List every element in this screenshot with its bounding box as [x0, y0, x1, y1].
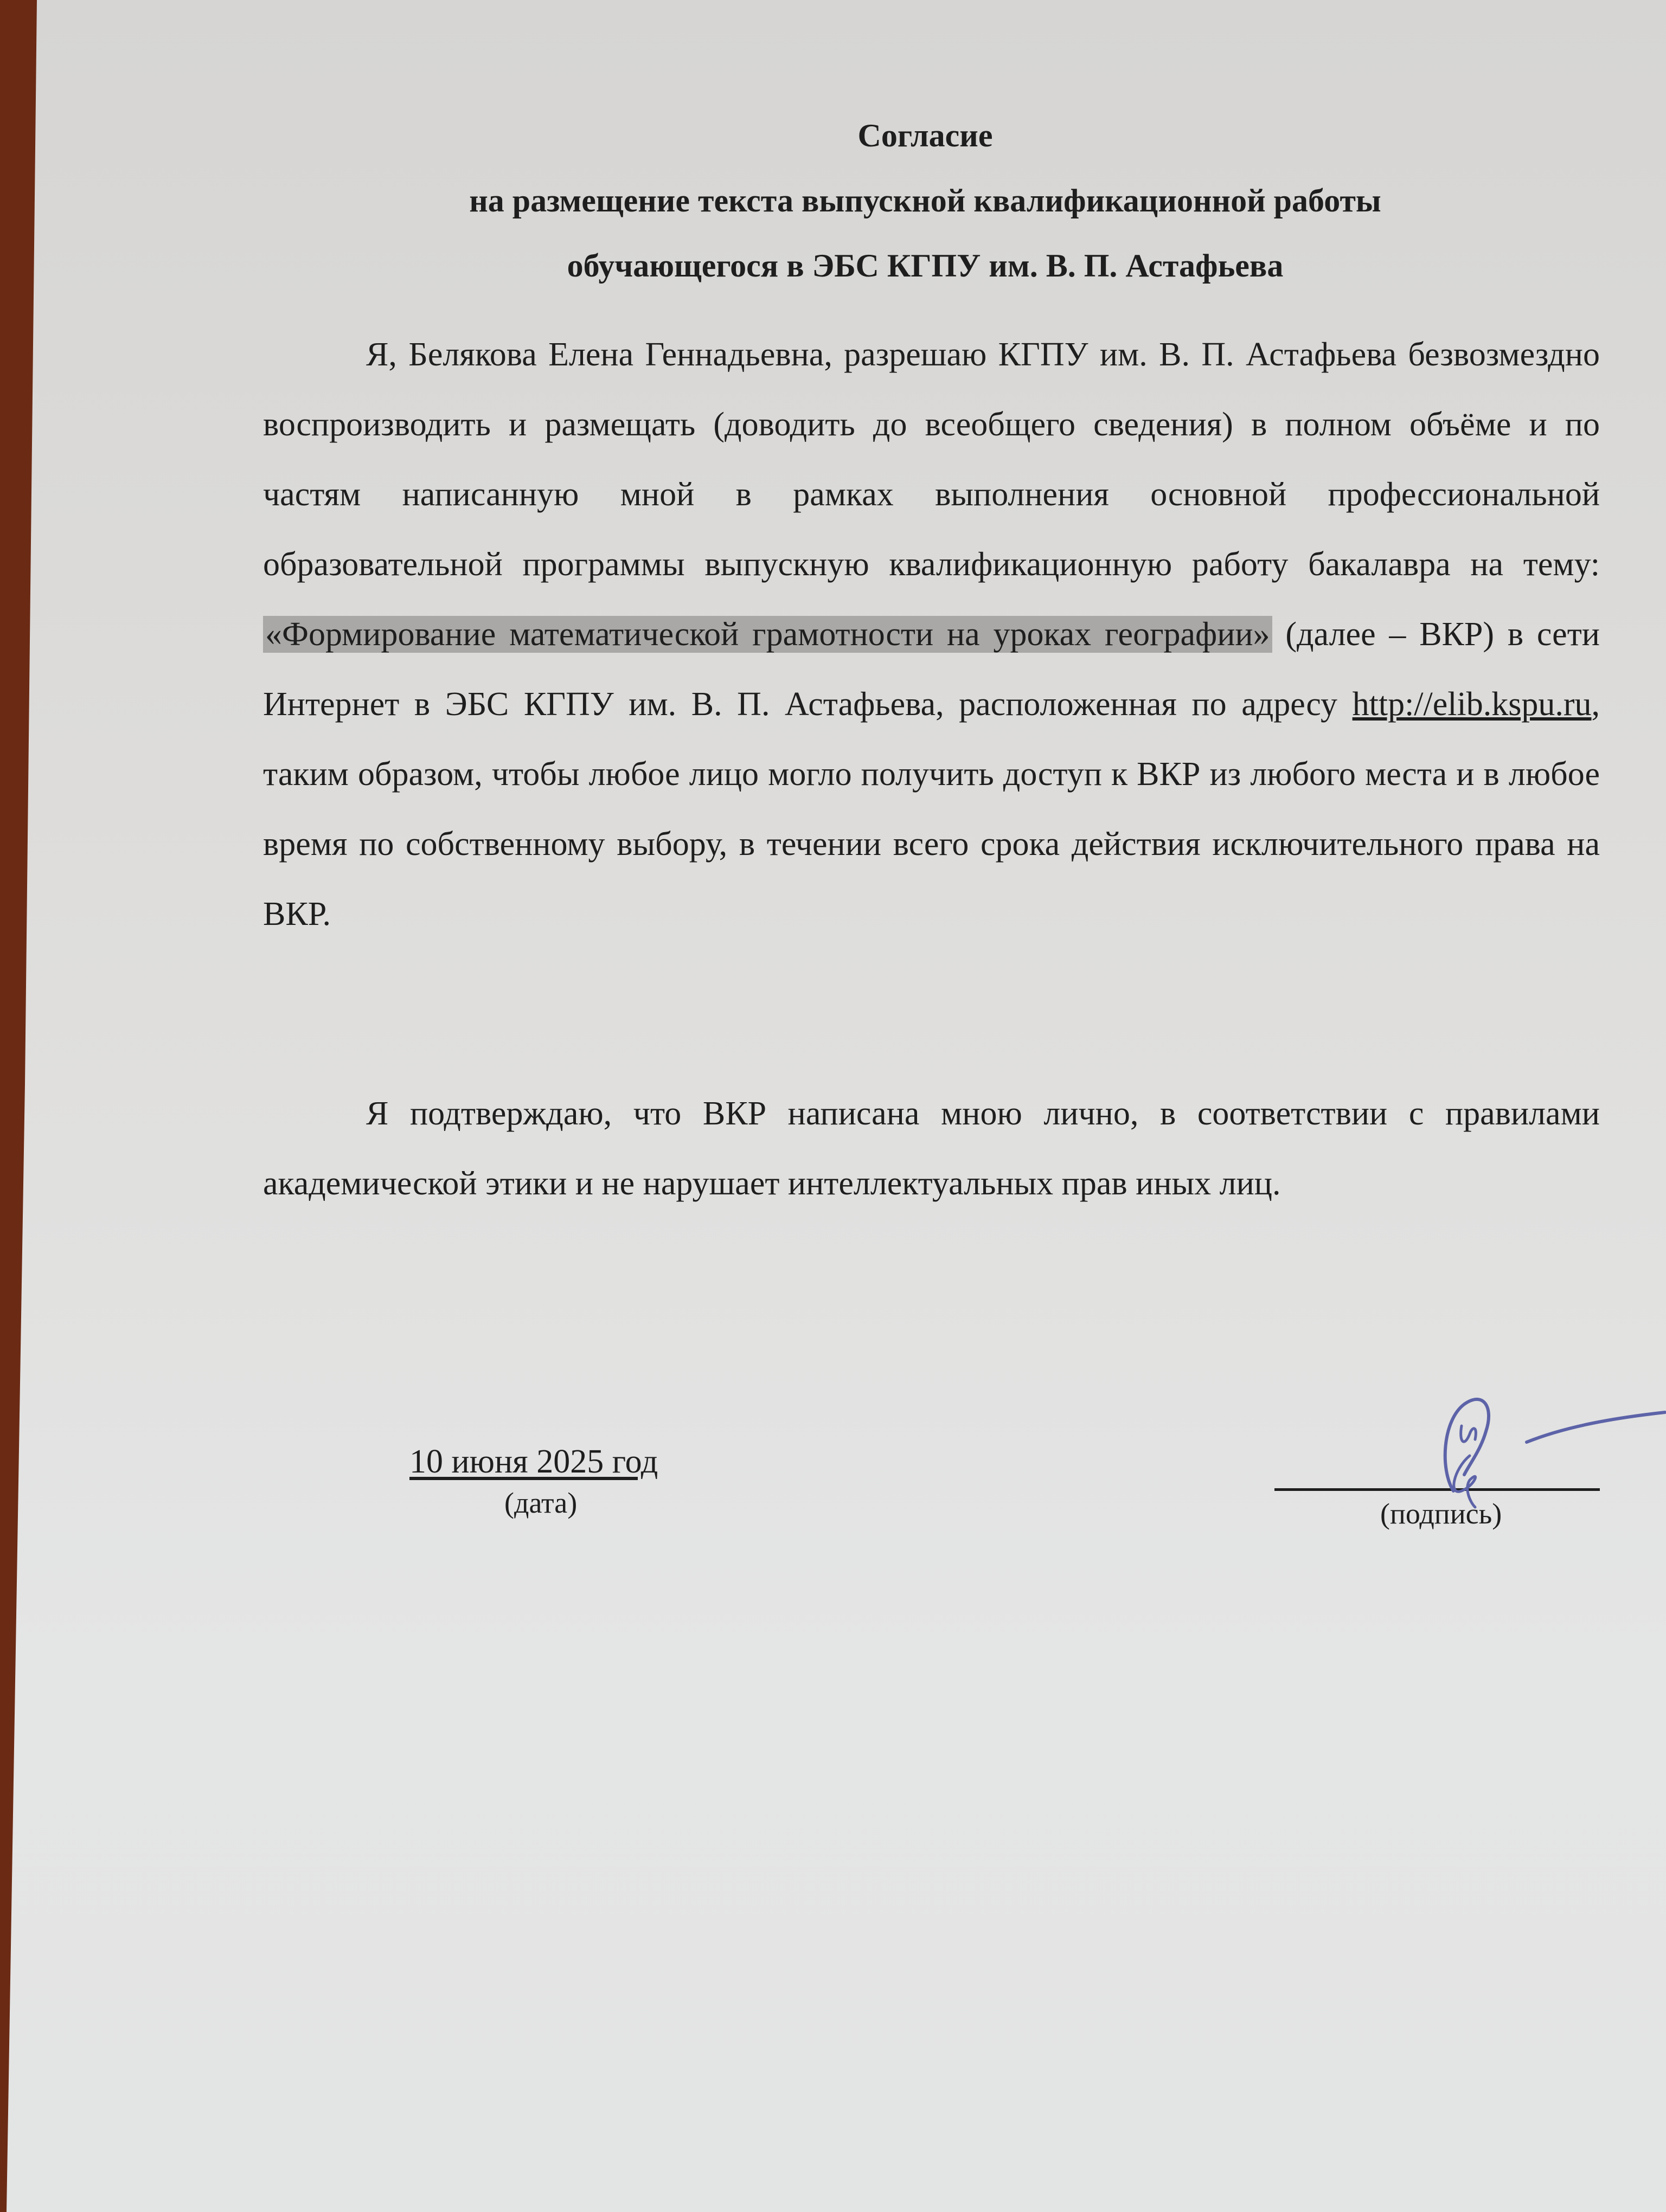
consent-text: Я, Белякова Елена Геннадьевна, разрешаю КГПУ им. В. П. Астафьева безвозмездно воспроизводить и размещать (доводить до всеобщего сведения) в полном объёме и по частям написанную мной в рамках выполнения основной профессиональной образовательной программы выпускную квалификационную работу бакалавра на тему: — [263, 336, 1600, 583]
consent-text-end: , таким образом, чтобы любое лицо могло получить доступ к ВКР из любого места и в любое время по собственному выбору, в течении всего срока действия исключительного права на ВКР. — [263, 686, 1600, 933]
signature-inner-stroke — [1461, 1426, 1476, 1442]
confirmation-text: Я подтверждаю, что ВКР написана мною лично, в соответствии с правилами академической этики и не нарушает интеллектуальных прав иных лиц. — [263, 1095, 1600, 1202]
confirmation-paragraph — [263, 1079, 1600, 1219]
signature-loop-stroke — [1445, 1399, 1489, 1491]
library-url-link[interactable]: http://elib.kspu.ru — [1352, 686, 1592, 723]
signature-tail-stroke — [1527, 1412, 1665, 1442]
consent-paragraph — [263, 320, 1600, 949]
document-subtitle-line1: на размещение текста выпускной квалификационной работы — [469, 183, 1381, 218]
date-value: 10 июня 2025 год — [409, 1443, 658, 1480]
signature-caption: (подпись) — [1380, 1497, 1502, 1530]
date-caption: (дата) — [504, 1487, 578, 1519]
consent-text-continued: (далее – ВКР) в сети Интернет в ЭБС КГПУ им. В. П. Астафьева, расположенная по адресу — [263, 616, 1600, 723]
document-subtitle-line2: обучающегося в ЭБС КГПУ им. В. П. Астафьева — [567, 248, 1284, 284]
document-title: Согласие — [857, 118, 993, 153]
thesis-topic-highlighted: «Формирование математической грамотности на уроках географии» — [263, 616, 1272, 653]
handwritten-signature — [1388, 1388, 1666, 1529]
